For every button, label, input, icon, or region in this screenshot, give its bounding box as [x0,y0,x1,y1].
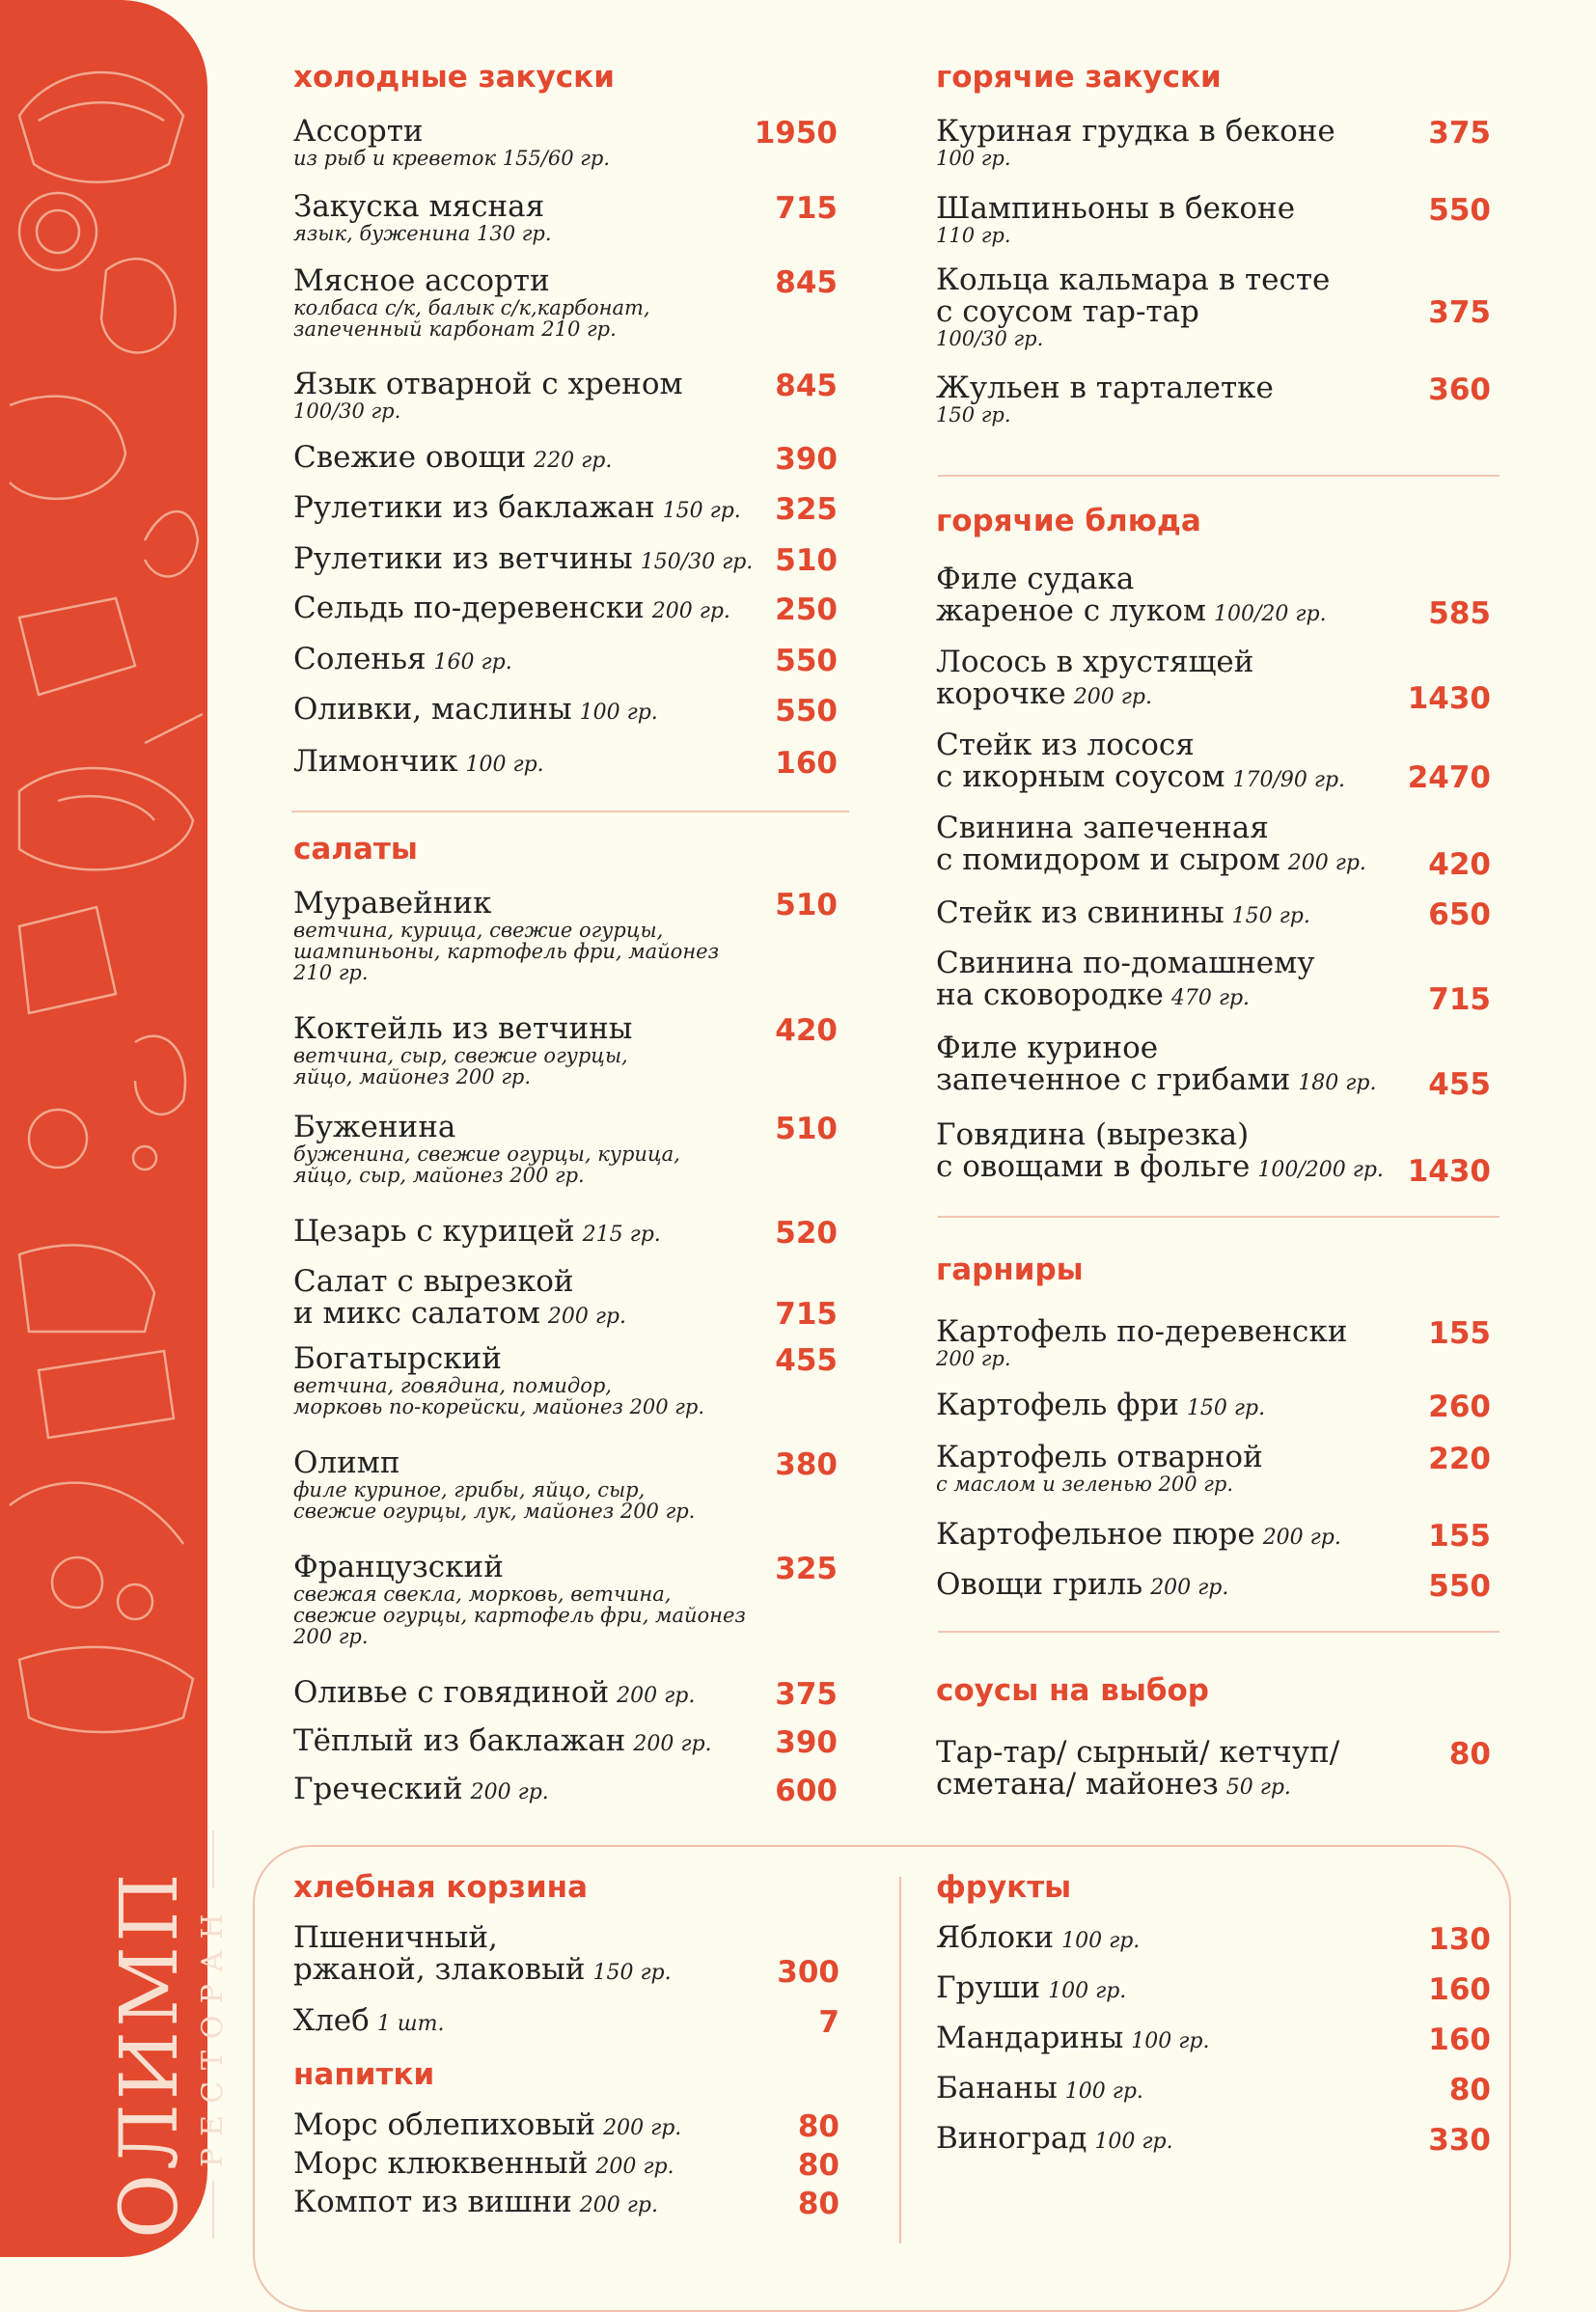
item-description: буженина, свежие огурцы, курица, [293,1142,680,1166]
item-price: 715 [775,1297,838,1332]
item-price: 2470 [1407,760,1491,795]
item-weight: 100 гр. [1064,2079,1143,2104]
menu-item-cold [293,543,753,578]
menu-item-salad [293,1447,695,1522]
item-description: свежие огурцы, картофель фри, майонез [293,1604,746,1627]
menu-item-salad [293,1552,746,1647]
item-weight: 100 гр. [1094,2130,1173,2154]
item-name: Хлеб 1 шт. [293,2003,445,2038]
item-weight: 200 гр. [595,2155,674,2179]
item-weight: 200 гр. [1073,685,1152,709]
item-name: Пшеничный, [293,1920,498,1955]
section-title-cold-snacks: холодные закуски [293,60,615,95]
item-description: 110 гр. [936,224,1011,247]
item-name: Греческий 200 гр. [293,1772,549,1806]
menu-item-hot-dish [936,897,1310,932]
menu-item-salad [293,1266,626,1333]
item-name-line2: запеченное с грибами 180 гр. [936,1062,1377,1097]
item-weight: 200 гр. [1262,1526,1341,1550]
menu-item-cold [293,492,741,527]
item-price: 250 [775,592,838,627]
item-description: с маслом и зеленью 200 гр. [936,1473,1234,1496]
item-name: Яблоки 100 гр. [936,1920,1141,1955]
item-description: язык, буженина 130 гр. [293,222,552,245]
brand-name: ОЛИМП [104,1869,196,2239]
item-price: 375 [1428,116,1491,151]
item-price: 1430 [1407,1154,1491,1189]
bottom-box-frame [253,1845,1511,2312]
item-price: 155 [1428,1316,1491,1351]
item-name: Муравейник [293,886,492,921]
menu-item-fruit [936,2023,1209,2057]
menu-item-hot-snack [936,116,1335,169]
item-price: 375 [1428,295,1491,330]
item-description: 100/30 гр. [936,327,1044,350]
item-name: Овощи гриль 200 гр. [936,1567,1229,1602]
item-name: Мандарины 100 гр. [936,2021,1210,2055]
item-price: 1950 [754,116,838,151]
section-title-bread: хлебная корзина [293,1870,589,1905]
menu-item-fruit [936,1922,1140,1957]
brand-logo [29,1775,230,2239]
menu-item-salad [293,1112,680,1186]
item-name: Картофель по-деревенски [936,1314,1348,1349]
menu-item-hot-dish [936,812,1366,879]
item-price: 390 [775,442,838,477]
menu-item-bread [293,2005,444,2040]
item-name-line2: и микс салатом 200 гр. [293,1296,627,1331]
item-price: 80 [797,2148,839,2183]
menu-item-hot-snack [936,372,1274,426]
item-price: 300 [777,1955,839,1990]
item-name: Картофель отварной [936,1440,1263,1474]
item-weight: 100/20 гр. [1214,602,1327,626]
item-name: Филе куриное [936,1031,1159,1065]
item-price: 260 [1428,1390,1491,1424]
item-price: 160 [1428,1972,1491,2007]
item-name: Бананы 100 гр. [936,2071,1143,2106]
item-name: Салат с вырезкой [293,1264,574,1299]
item-weight: 150 гр. [1231,904,1310,928]
item-description: свежая свекла, морковь, ветчина, [293,1583,672,1606]
item-weight: 200 гр. [603,2116,682,2140]
menu-item-drink [293,2109,681,2144]
item-name: Морс клюквенный 200 гр. [293,2146,674,2181]
item-description: 100/30 гр. [293,399,401,423]
menu-item-hot-dish [936,1119,1384,1186]
item-price: 80 [797,2109,839,2144]
item-name: Рулетики из ветчины 150/30 гр. [293,541,754,576]
item-name: Картофель фри 150 гр. [936,1388,1266,1422]
item-weight: 200 гр. [1287,851,1366,875]
item-name-line2: на сковородке 470 гр. [936,977,1251,1012]
item-name: Ассорти [293,114,424,149]
item-name-line2: с икорным соусом 170/90 гр. [936,759,1346,794]
menu-item-bread [293,1922,672,1989]
item-weight: 100/200 гр. [1257,1158,1384,1182]
item-weight: 170/90 гр. [1232,768,1346,792]
item-weight: 150/30 гр. [640,550,754,574]
item-name: Язык отварной с хреном [293,367,683,401]
item-description: морковь по-корейски, майонез 200 гр. [293,1395,705,1418]
item-description: шампиньоны, картофель фри, майонез [293,940,720,963]
divider-right-3 [938,1631,1500,1633]
item-description: ветчина, сыр, свежие огурцы, [293,1044,628,1067]
menu-item-sauce [936,1737,1339,1803]
item-name: Буженина [293,1110,456,1144]
item-weight: 200 гр. [633,1732,712,1756]
item-name: Рулетики из баклажан 150 гр. [293,490,741,525]
item-price: 7 [818,2005,839,2040]
menu-item-salad [293,1343,704,1417]
menu-item-cold [293,191,552,244]
item-price: 380 [775,1447,838,1482]
item-name: Мясное ассорти [293,263,550,298]
menu-item-salad [293,1216,661,1251]
item-price: 325 [775,492,838,527]
divider-right-2 [938,1216,1500,1218]
item-name: Стейк из свинины 150 гр. [936,895,1310,930]
item-name: Говядина (вырезка) [936,1117,1250,1152]
divider-right-1 [938,475,1500,477]
item-name: Цезарь с курицей 215 гр. [293,1214,661,1249]
item-price: 455 [775,1343,838,1378]
item-weight: 100 гр. [1061,1929,1141,1953]
item-name: Тёплый из баклажан 200 гр. [293,1723,712,1758]
item-description: 210 гр. [293,961,369,984]
item-price: 650 [1428,897,1491,932]
menu-item-cold [293,265,650,340]
menu-item-hot-dish [936,647,1253,713]
item-name: Лосось в хрустящей [936,645,1254,679]
item-price: 715 [775,191,838,226]
item-name: Жульен в тарталетке [936,371,1274,405]
section-title-hot-snacks: горячие закуски [936,60,1222,95]
item-weight: 200 гр. [579,2193,658,2217]
item-description: 200 гр. [293,1625,369,1648]
item-price: 510 [775,543,838,578]
section-title-hot-dishes: горячие блюда [936,504,1201,538]
item-name: Свинина по-домашнему [936,946,1315,980]
menu-item-cold [293,369,683,422]
menu-item-side [936,1519,1341,1554]
item-price: 420 [1428,847,1491,882]
item-price: 550 [1428,1569,1491,1604]
item-name: Оливки, маслины 100 гр. [293,692,658,727]
item-weight: 100 гр. [1048,1979,1127,2003]
item-name-line2: сметана/ майонез 50 гр. [936,1767,1291,1802]
item-weight: 220 гр. [534,449,613,473]
item-name: Морс облепиховый 200 гр. [293,2107,682,2142]
item-price: 715 [1428,982,1491,1017]
item-name: Виноград 100 гр. [936,2121,1173,2156]
item-price: 455 [1428,1067,1491,1102]
item-description: филе куриное, грибы, яйцо, сыр, [293,1478,646,1501]
menu-item-hot-snack [936,264,1330,349]
menu-item-cold [293,644,512,678]
menu-item-cold [293,442,612,477]
item-weight: 150 гр. [592,1961,672,1985]
item-price: 845 [775,369,838,403]
item-price: 330 [1428,2123,1491,2158]
menu-item-hot-snack [936,193,1295,246]
item-price: 520 [775,1216,838,1251]
menu-item-salad [293,1725,712,1760]
menu-item-cold [293,694,658,729]
menu-item-salad [293,1013,632,1087]
item-weight: 100 гр. [579,701,658,725]
item-name: Французский [293,1550,504,1584]
section-title-sauces: соусы на выбор [936,1673,1209,1708]
item-weight: 100 гр. [465,753,544,777]
menu-item-side [936,1442,1263,1495]
section-title-fruits: фрукты [936,1870,1072,1905]
item-name: Шампиньоны в беконе [936,191,1296,226]
menu-item-cold [293,746,544,781]
section-title-salads: салаты [293,832,418,867]
menu-item-fruit [936,2073,1143,2107]
menu-item-hot-dish [936,948,1314,1014]
menu-item-fruit [936,1972,1126,2007]
divider-left-1 [291,811,849,812]
item-price: 160 [1428,2023,1491,2057]
menu-item-hot-dish [936,1032,1377,1099]
brand-subtitle-text: РЕСТОРАН [196,1902,230,2167]
item-name-line2: ржаной, злаковый 150 гр. [293,1952,672,1987]
item-price: 845 [775,265,838,300]
item-price: 80 [1448,2073,1491,2107]
item-price: 550 [775,644,838,678]
item-price: 390 [775,1725,838,1760]
item-weight: 200 гр. [470,1780,549,1804]
brand-subtitle [196,1830,230,2239]
item-price: 585 [1428,596,1491,631]
item-price: 375 [775,1677,838,1712]
item-description: ветчина, курица, свежие огурцы, [293,919,664,942]
item-name: Груши 100 гр. [936,1970,1127,2005]
menu-item-salad [293,1774,549,1808]
menu-item-cold [293,592,730,627]
bottom-box-divider [899,1877,901,2243]
item-weight: 160 гр. [433,650,512,674]
item-name: Олимп [293,1445,400,1480]
item-price: 160 [775,746,838,781]
item-weight: 470 гр. [1170,986,1251,1010]
item-description: ветчина, говядина, помидор, [293,1374,612,1397]
menu-item-salad [293,1677,695,1712]
item-price: 155 [1428,1519,1491,1554]
item-price: 510 [775,888,838,922]
item-price: 325 [775,1552,838,1586]
item-name-line2: жареное с луком 100/20 гр. [936,593,1327,628]
item-name: Соленья 160 гр. [293,642,512,676]
item-name: Куриная грудка в беконе [936,114,1335,149]
menu-item-hot-dish [936,564,1327,630]
item-description: яйцо, майонез 200 гр. [293,1065,532,1088]
item-weight: 215 гр. [582,1223,661,1247]
item-weight: 150 гр. [662,499,741,523]
item-description: яйцо, сыр, майонез 200 гр. [293,1164,585,1187]
item-name-line2: с овощами в фольге 100/200 гр. [936,1149,1384,1184]
item-price: 80 [797,2187,839,2221]
item-price: 420 [775,1013,838,1048]
item-price: 550 [1428,193,1491,228]
item-price: 1430 [1407,681,1491,716]
menu-item-drink [293,2187,658,2221]
item-price: 510 [775,1112,838,1146]
menu-item-cold [293,116,610,169]
menu-item-side [936,1569,1228,1604]
menu-item-side [936,1390,1265,1424]
item-description: 100 гр. [936,147,1011,170]
menu-item-fruit [936,2123,1173,2158]
item-weight: 150 гр. [1186,1396,1266,1420]
menu-item-drink [293,2148,674,2183]
item-name-line2: с соусом тар-тар [936,294,1199,329]
item-price: 550 [775,694,838,729]
item-price: 600 [775,1774,838,1808]
item-weight: 180 гр. [1298,1071,1377,1095]
item-price: 360 [1428,372,1491,407]
sidebar-banner [0,0,230,2257]
item-description: запеченный карбонат 210 гр. [293,317,617,341]
item-weight: 200 гр. [1150,1576,1229,1600]
item-price: 220 [1428,1442,1491,1476]
menu-item-hot-dish [936,729,1345,796]
menu-item-side [936,1316,1347,1369]
item-name: Компот из вишни 200 гр. [293,2185,658,2219]
item-description: свежие огурцы, лук, майонез 200 гр. [293,1500,696,1523]
item-price: 130 [1428,1922,1491,1957]
item-description: из рыб и креветок 155/60 гр. [293,147,611,170]
item-name: Свежие овощи 220 гр. [293,440,613,475]
item-name: Богатырский [293,1341,502,1376]
section-title-drinks: напитки [293,2057,435,2092]
section-title-sides: гарниры [936,1252,1084,1287]
item-weight: 200 гр. [617,1684,696,1708]
item-weight: 200 гр. [651,599,730,623]
item-name-line2: корочке 200 гр. [936,676,1152,711]
item-name-line2: с помидором и сыром 200 гр. [936,842,1366,877]
item-name: Кольца кальмара в тесте [936,262,1331,297]
item-price: 80 [1448,1737,1491,1772]
item-name: Свинина запеченная [936,811,1269,845]
item-weight: 50 гр. [1225,1775,1291,1800]
item-name: Стейк из лосося [936,728,1195,762]
item-weight: 1 шт. [376,2012,445,2036]
item-name: Тар-тар/ сырный/ кетчуп/ [936,1735,1340,1770]
menu-item-salad [293,888,719,983]
item-description: 150 гр. [936,403,1011,427]
item-name: Сельдь по-деревенски 200 гр. [293,591,730,625]
item-name: Коктейль из ветчины [293,1011,633,1046]
item-name: Филе судака [936,562,1135,596]
item-name: Оливье с говядиной 200 гр. [293,1675,696,1710]
item-name: Закуска мясная [293,189,545,224]
item-weight: 100 гр. [1131,2029,1210,2053]
item-weight: 200 гр. [547,1305,627,1329]
item-name: Лимончик 100 гр. [293,744,544,779]
item-name: Картофельное пюре 200 гр. [936,1517,1341,1552]
item-description: колбаса с/к, балык с/к,карбонат, [293,296,650,319]
item-description: 200 гр. [936,1347,1011,1370]
